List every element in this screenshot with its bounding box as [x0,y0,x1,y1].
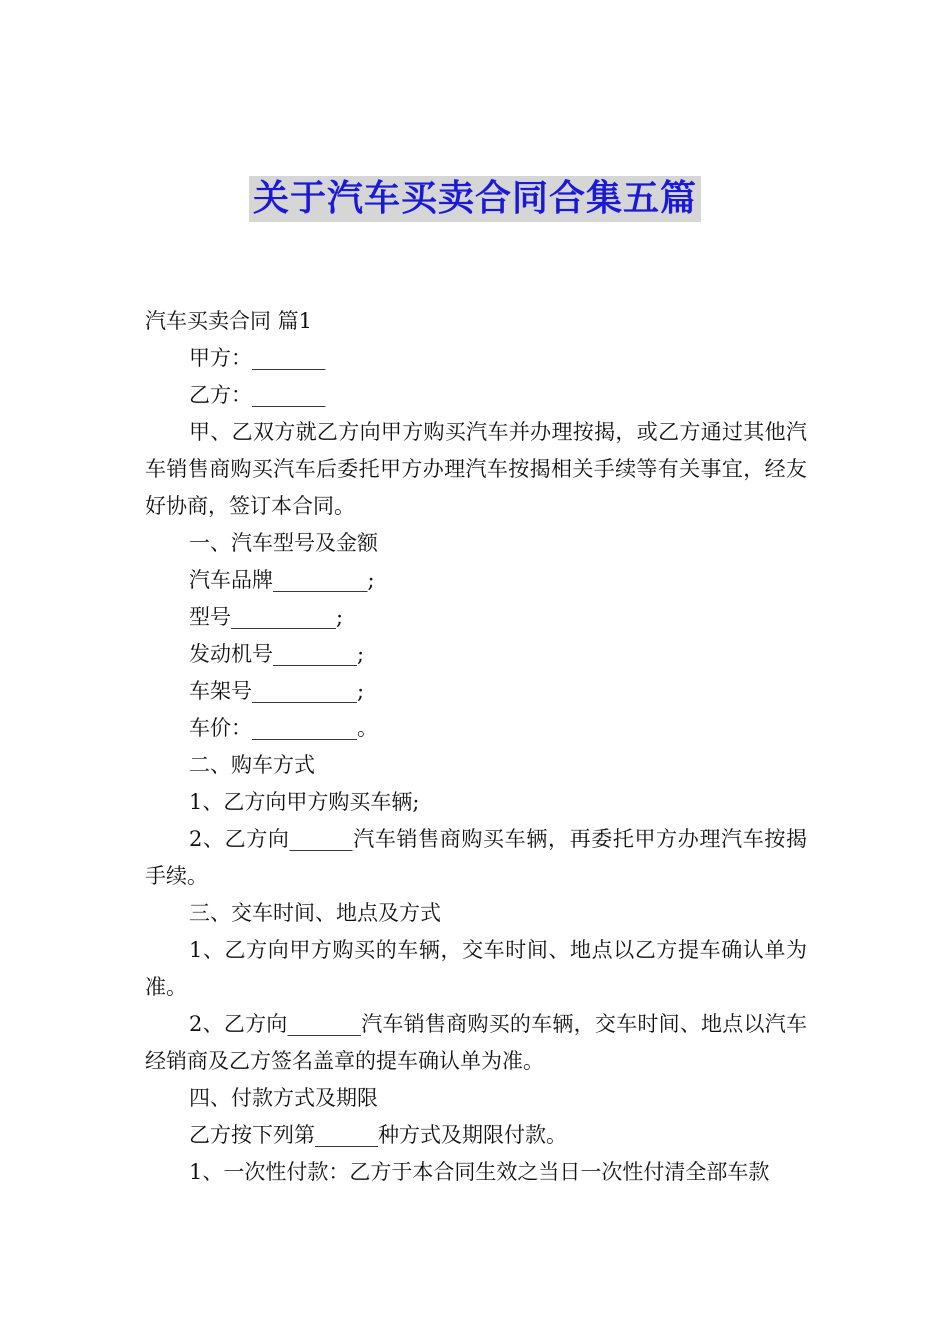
frame-number-field: 车架号__________; [189,679,365,703]
engine-number-field: 发动机号________; [189,642,365,666]
clause-heading-3: 三、交车时间、地点及方式 [189,901,441,925]
payment-method-line: 乙方按下列第______种方式及期限付款。 [189,1123,567,1147]
clause-3-item-2: 2、乙方向_______汽车销售商购买的车辆，交车时间、地点以汽车经销商及乙方签名盖章的提车确认单为准。 [145,1012,807,1073]
party-b-line: 乙方：_______ [189,383,326,407]
party-a-line: 甲方：_______ [189,346,326,370]
clause-2-item-2: 2、乙方向______汽车销售商购买车辆，再委托甲方办理汽车按揭手续。 [145,827,807,888]
document-body [145,303,807,1191]
model-field: 型号__________; [189,605,344,629]
section-heading: 汽车买卖合同 篇1 [145,309,313,333]
clause-heading-1: 一、汽车型号及金额 [189,531,378,555]
brand-field: 汽车品牌_________; [189,568,375,592]
clause-heading-2: 二、购车方式 [189,753,315,777]
clause-4-item-1: 1、一次性付款：乙方于本合同生效之当日一次性付清全部车款 [189,1160,770,1184]
intro-paragraph: 甲、乙双方就乙方向甲方购买汽车并办理按揭，或乙方通过其他汽车销售商购买汽车后委托甲方办理汽车按揭相关手续等有关事宜，经友好协商，签订本合同。 [145,420,807,518]
title-container [0,176,950,222]
price-field: 车价：__________。 [189,716,378,740]
clause-heading-4: 四、付款方式及期限 [189,1086,378,1110]
clause-2-item-1: 1、乙方向甲方购买车辆; [189,790,420,814]
document-title: 关于汽车买卖合同合集五篇 [249,176,701,222]
clause-3-item-1: 1、乙方向甲方购买的车辆，交车时间、地点以乙方提车确认单为准。 [145,938,807,999]
